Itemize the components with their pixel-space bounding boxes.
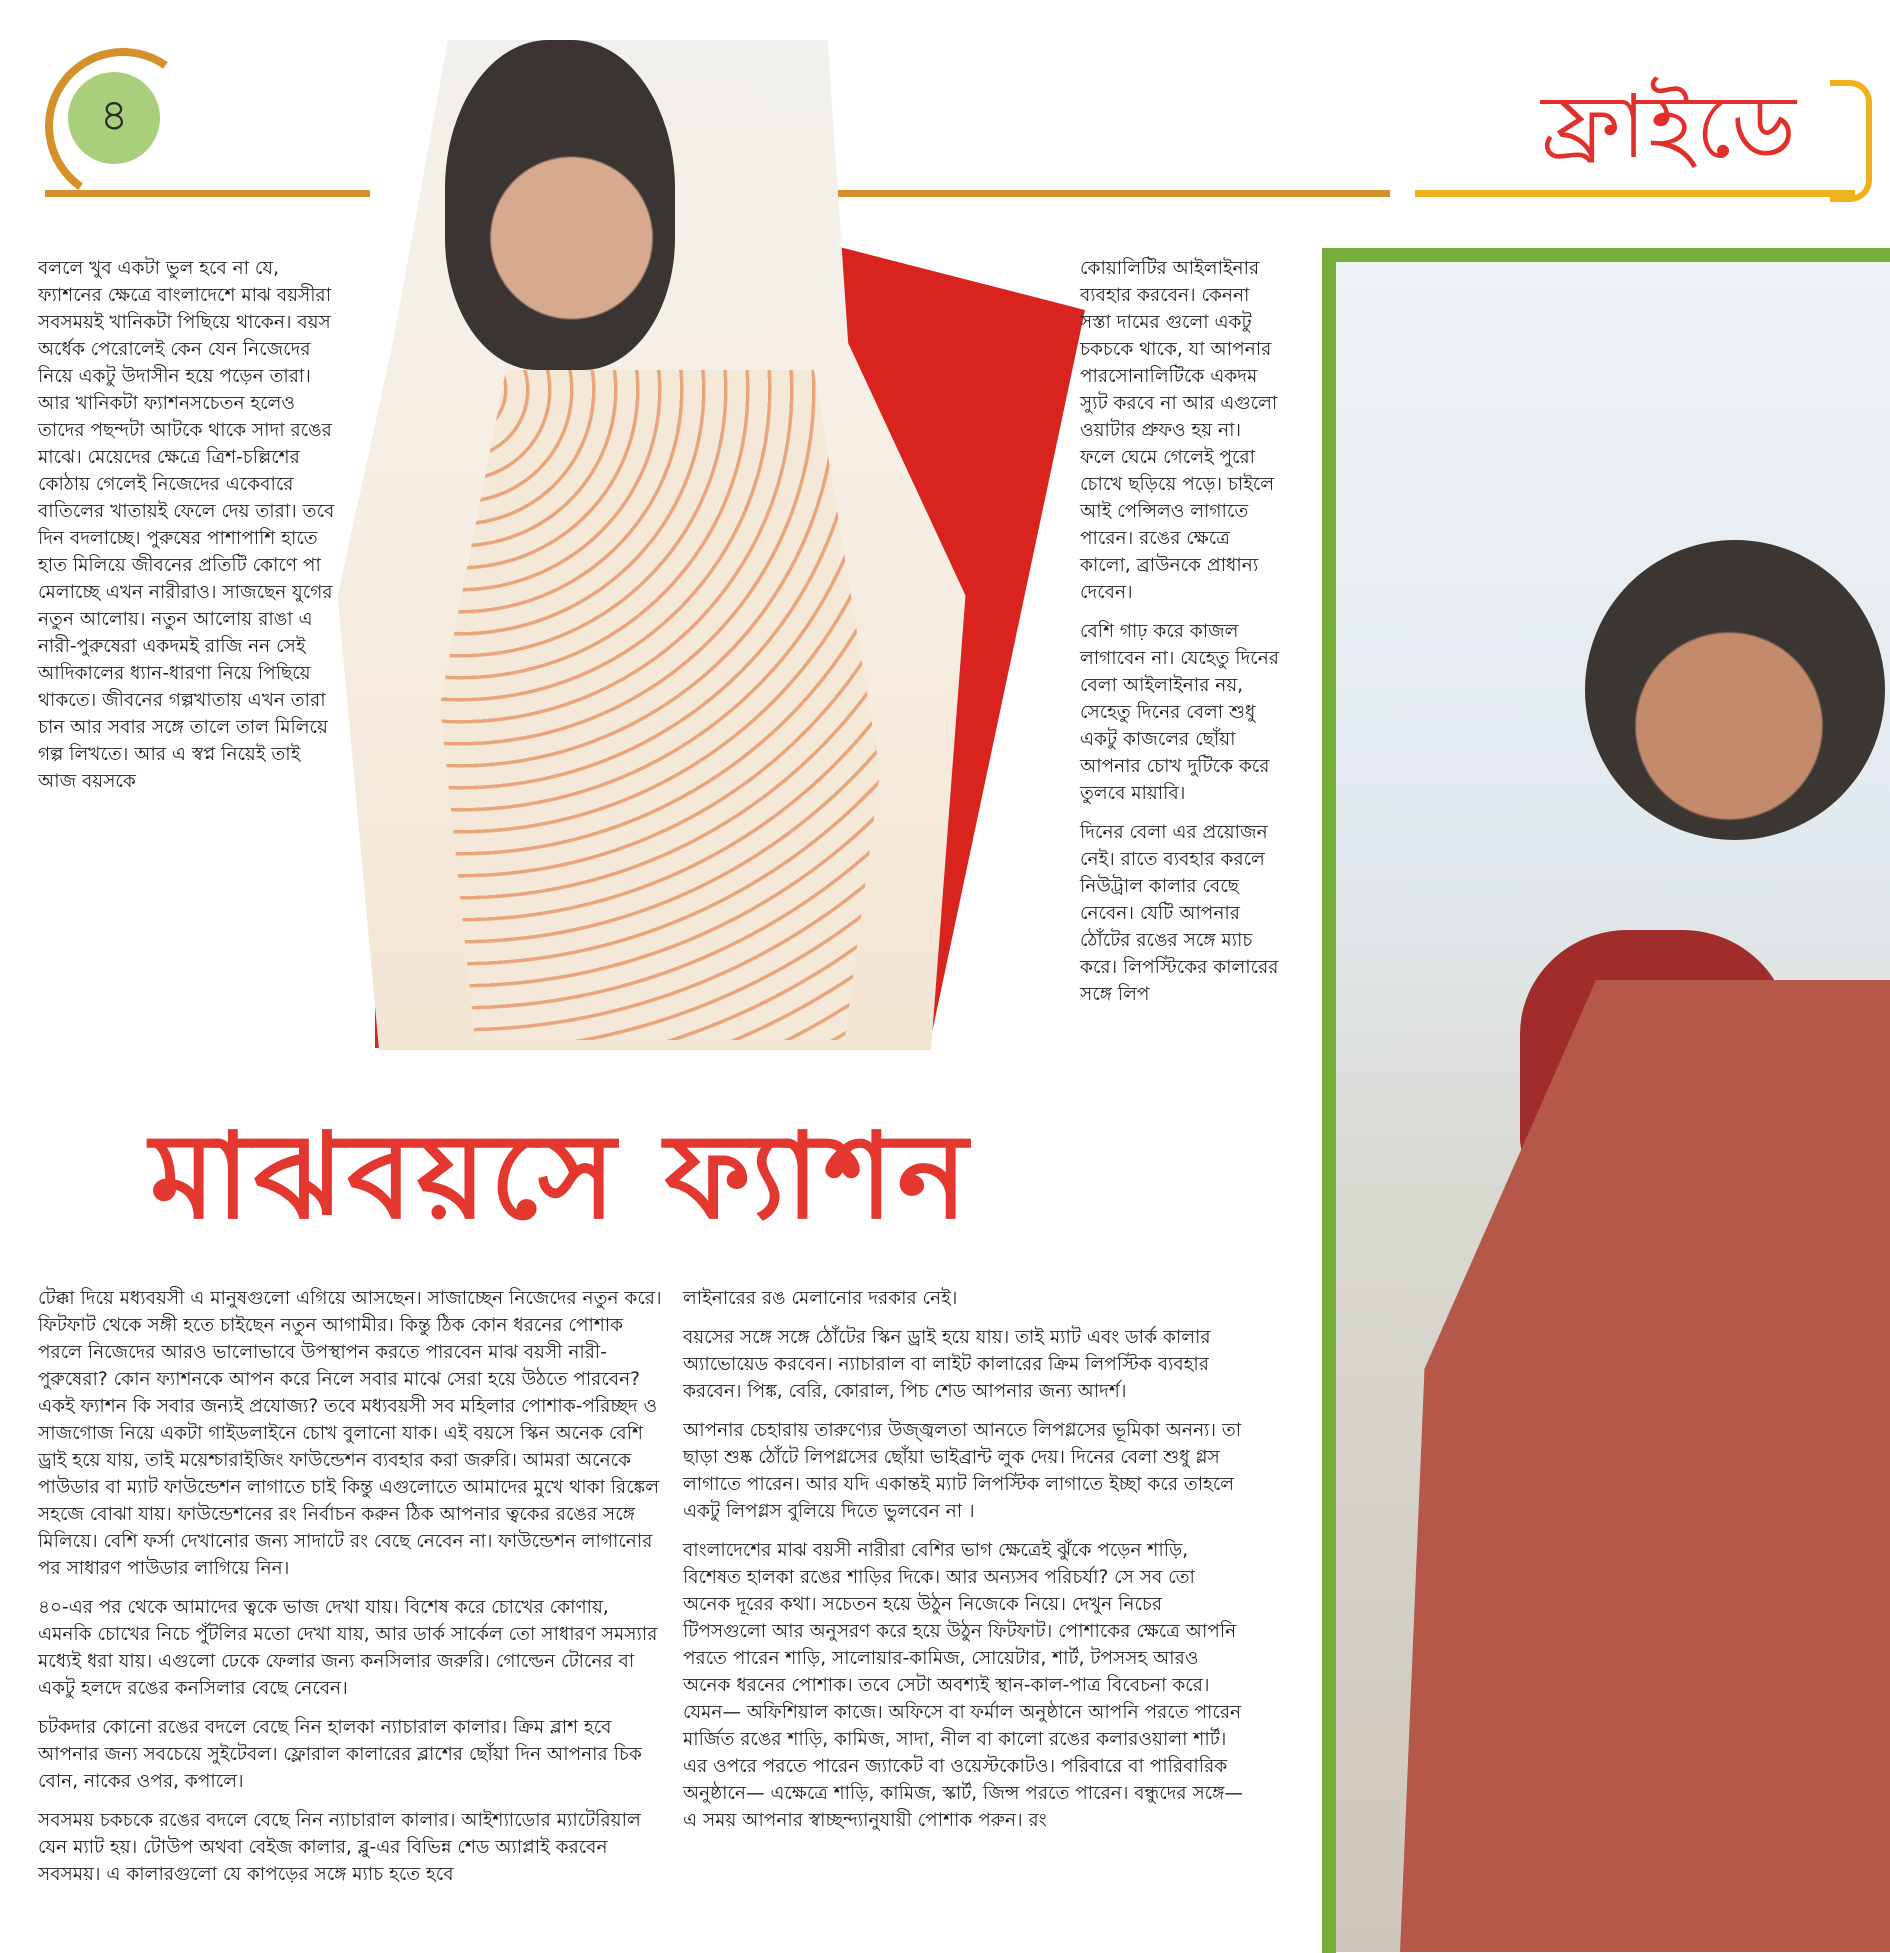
body-paragraph: বয়সের সঙ্গে সঙ্গে ঠোঁটের স্কিন ড্রাই হয়ে যায়। তাই ম্যাট এবং ডার্ক কালার অ্যাভোয়েড করবেন। ন্যাচারাল বা লাইট কালারের ক্রিম লিপস্টিক ব্যবহার করবেন। পিঙ্ক, বেরি, কোরাল, পিচ শেড আপনার জন্য আদর্শ। [683,1327,1211,1402]
body-paragraph: লাইনারের রঙ মেলানোর দরকার নেই। [683,1288,958,1309]
eyeliner-paragraph: কোয়ালিটির আইলাইনার ব্যবহার করবেন। কেননা সস্তা দামের গুলো একটু চকচকে থাকে, যা আপনার পারসোনালিটিকে একদম স্যুট করবে না আর এগুলো ওয়াটার প্রুফও হয় না। ফলে ঘেমে গেলেই পুরো চোখে ছড়িয়ে পড়ে। চাইলে আই পেন্সিলও লাগাতে পারেন। রঙের ক্ষেত্রে কালো, ব্রাউনকে প্রাধান্য দেবেন। [1080,258,1278,603]
body-paragraph: ৪০-এর পর থেকে আমাদের ত্বকে ভাজ দেখা যায়। বিশেষ করে চোখের কোণায়, এমনকি চোখের নিচে পুঁটলির মতো দেখা যায়, আর ডার্ক সার্কেল তো সাধারণ সমস্যার মধ্যেই ধরা যায়। এগুলো ঢেকে ফেলার জন্য কনসিলার জরুরি। গোল্ডেন টোনের বা একটু হলদে রঙের কনসিলার বেছে নেবেন। [38,1597,658,1699]
body-paragraph: চটকদার কোনো রঙের বদলে বেছে নিন হালকা ন্যাচারাল কালার। ক্রিম ব্লাশ হবে আপনার জন্য সবচেয়ে সুইটেবল। ফ্লোরাল কালারের ব্লাশের ছোঁয়া দিন আপনার চিক বোন, নাকের ওপর, কপালে। [38,1717,642,1792]
page-number: ৪ [68,72,160,164]
intro-column [38,255,338,807]
body-paragraph: সবসময় চকচকে রঙের বদলে বেছে নিন ন্যাচারাল কালার। আইশ্যাডোর ম্যাটেরিয়াল যেন ম্যাট হয়। টোউপ অথবা বেইজ কালার, ব্লু-এর বিভিন্ন শেড অ্যাপ্লাই করবেন সবসময়। এ কালারগুলো যে কাপড়ের সঙ্গে ম্যাচ হতে হবে [38,1810,641,1885]
body-column-b [683,1285,1243,1846]
header-rule-left [45,190,370,197]
logo-bracket [1830,80,1872,202]
intro-paragraph: বললে খুব একটা ভুল হবে না যে, ফ্যাশনের ক্ষেত্রে বাংলাদেশে মাঝ বয়সীরা সবসময়ই খানিকটা পিছিয়ে থাকেন। বয়স অর্ধেক পেরোলেই কেন যেন নিজেদের নিয়ে একটু উদাসীন হয়ে পড়েন তারা। আর খানিকটা ফ্যাশনসচেতন হলেও তাদের পছন্দটা আটকে থাকে সাদা রঙের মাঝে। মেয়েদের ক্ষেত্রে ত্রিশ-চল্লিশের কোঠায় গেলেই নিজেদের একেবারে বাতিলের খাতায়ই ফেলে দেয় তারা। তবে দিন বদলাচ্ছে। পুরুষের পাশাপাশি হাতে হাত মিলিয়ে জীবনের প্রতিটি কোণে পা মেলাচ্ছে এখন নারীরাও। সাজছেন যুগের নতুন আলোয়। নতুন আলোয় রাঙা এ নারী-পুরুষেরা একদমই রাজি নন সেই আদিকালের ধ্যান-ধারণা নিয়ে পিছিয়ে থাকতে। জীবনের গল্পখাতায় এখন তারা চান আর সবার সঙ্গে তালে তাল মিলিয়ে গল্প লিখতে। আর এ স্বপ্ন নিয়েই তাই আজ বয়সকে [38,258,335,792]
body-paragraph: বাংলাদেশের মাঝ বয়সী নারীরা বেশির ভাগ ক্ষেত্রেই ঝুঁকে পড়েন শাড়ি, বিশেষত হালকা রঙের শাড়ির দিকে। আর অন্যসব পরিচর্যা? সে সব তো অনেক দূরের কথা। সচেতন হয়ে উঠুন নিজেকে নিয়ে। দেখুন নিচের টিপসগুলো আর অনুসরণ করে হয়ে উঠুন ফিটফাট। পোশাকের ক্ষেত্রে আপনি পরতে পারেন শাড়ি, সালোয়ার-কামিজ, সোয়েটার, শার্ট, টপসসহ আরও অনেক ধরনের পোশাক। তবে সেটা অবশ্যই স্থান-কাল-পাত্র বিবেচনা করে। যেমন— অফিশিয়াল কাজে। অফিসে বা ফর্মাল অনুষ্ঠানে আপনি পরতে পারেন মার্জিত রঙের শাড়ি, কামিজ, সাদা, নীল বা কালো রঙের কলারওয়ালা শার্ট। এর ওপরে পরতে পারেন জ্যাকেট বা ওয়েস্টকোটও। পরিবারে বা পারিবারিক অনুষ্ঠানে— এক্ষেত্রে শাড়ি, কামিজ, স্কার্ট, জিন্স পরতে পারেন। বন্ধুদের সঙ্গে— এ সময় আপনার স্বাচ্ছন্দ্যানুযায়ী পোশাক পরুন। রং [683,1540,1243,1831]
body-column-a [38,1285,663,1900]
woman-smiling-head [1585,540,1885,840]
upper-right-column [1080,255,1280,1020]
section-logo: ফ্রাইডে [1541,75,1798,178]
body-paragraph: টেক্কা দিয়ে মধ্যবয়সী এ মানুষগুলো এগিয়ে আসছেন। সাজাচ্ছেন নিজেদের নতুন করে। ফিটফাট থেকে সঙ্গী হতে চাইছেন নতুন আগামীর। কিন্তু ঠিক কোন ধরনের পোশাক পরলে নিজেদের আরও ভালোভাবে উপস্থাপন করতে পারবেন মাঝ বয়সী নারী-পুরুষেরা? কোন ফ্যাশনকে আপন করে নিলে সবার মাঝে সেরা হয়ে উঠতে পারবেন? একই ফ্যাশন কি সবার জন্যই প্রযোজ্য? তবে মধ্যবয়সী সব মহিলার পোশাক-পরিচ্ছদ ও সাজগোজ নিয়ে একটা গাইডলাইনে চোখ বুলানো যাক। এই বয়সে স্কিন অনেক বেশি ড্রাই হয়ে যায়, তাই ময়েশ্চারাইজিং ফাউন্ডেশন ব্যবহার করা জরুরি। আমরা অনেকে পাউডার বা ম্যাট ফাউন্ডেশন লাগাতে চাই কিন্তু এগুলোতে আমাদের মুখে থাকা রিঙ্কেল সহজে বোঝা যায়। ফাউন্ডেশনের রং নির্বাচন করুন ঠিক আপনার ত্বকের রঙের সঙ্গে মিলিয়ে। বেশি ফর্সা দেখানোর জন্য সাদাটে রং বেছে নেবেন না। ফাউন্ডেশন লাগানোর পর সাধারণ পাউডার লাগিয়ে নিন। [38,1288,662,1579]
kajal-paragraph: বেশি গাঢ় করে কাজল লাগাবেন না। যেহেতু দিনের বেলা আইলাইনার নয়, সেহেতু দিনের বেলা শুধু একটু কাজলের ছোঁয়া আপনার চোখ দুটিকে করে তুলবে মায়াবি। [1080,621,1279,804]
white-printed-saree [440,370,880,1040]
article-headline: মাঝবয়সে ফ্যাশন [150,1106,972,1245]
woman-portrait-head [445,40,675,370]
lip-liner-paragraph: দিনের বেলা এর প্রয়োজন নেই। রাতে ব্যবহার করলে নিউট্রাল কালার বেছে নেবেন। যেটি আপনার ঠোঁটের রঙের সঙ্গে ম্যাচ করে। লিপস্টিকের কালারের সঙ্গে লিপ [1080,822,1279,1005]
body-paragraph: আপনার চেহারায় তারুণ্যের উজ্জ্বলতা আনতে লিপগ্লসের ভূমিকা অনন্য। তা ছাড়া শুষ্ক ঠোঁটে লিপগ্লসের ছোঁয়া ভাইব্রান্ট লুক দেয়। দিনের বেলা শুধু গ্লস লাগাতে পারেন। আর যদি একান্তই ম্যাট লিপস্টিক লাগাতে ইচ্ছা করে তাহলে একটু লিপগ্লস বুলিয়ে দিতে ভুলবেন না । [683,1420,1242,1522]
